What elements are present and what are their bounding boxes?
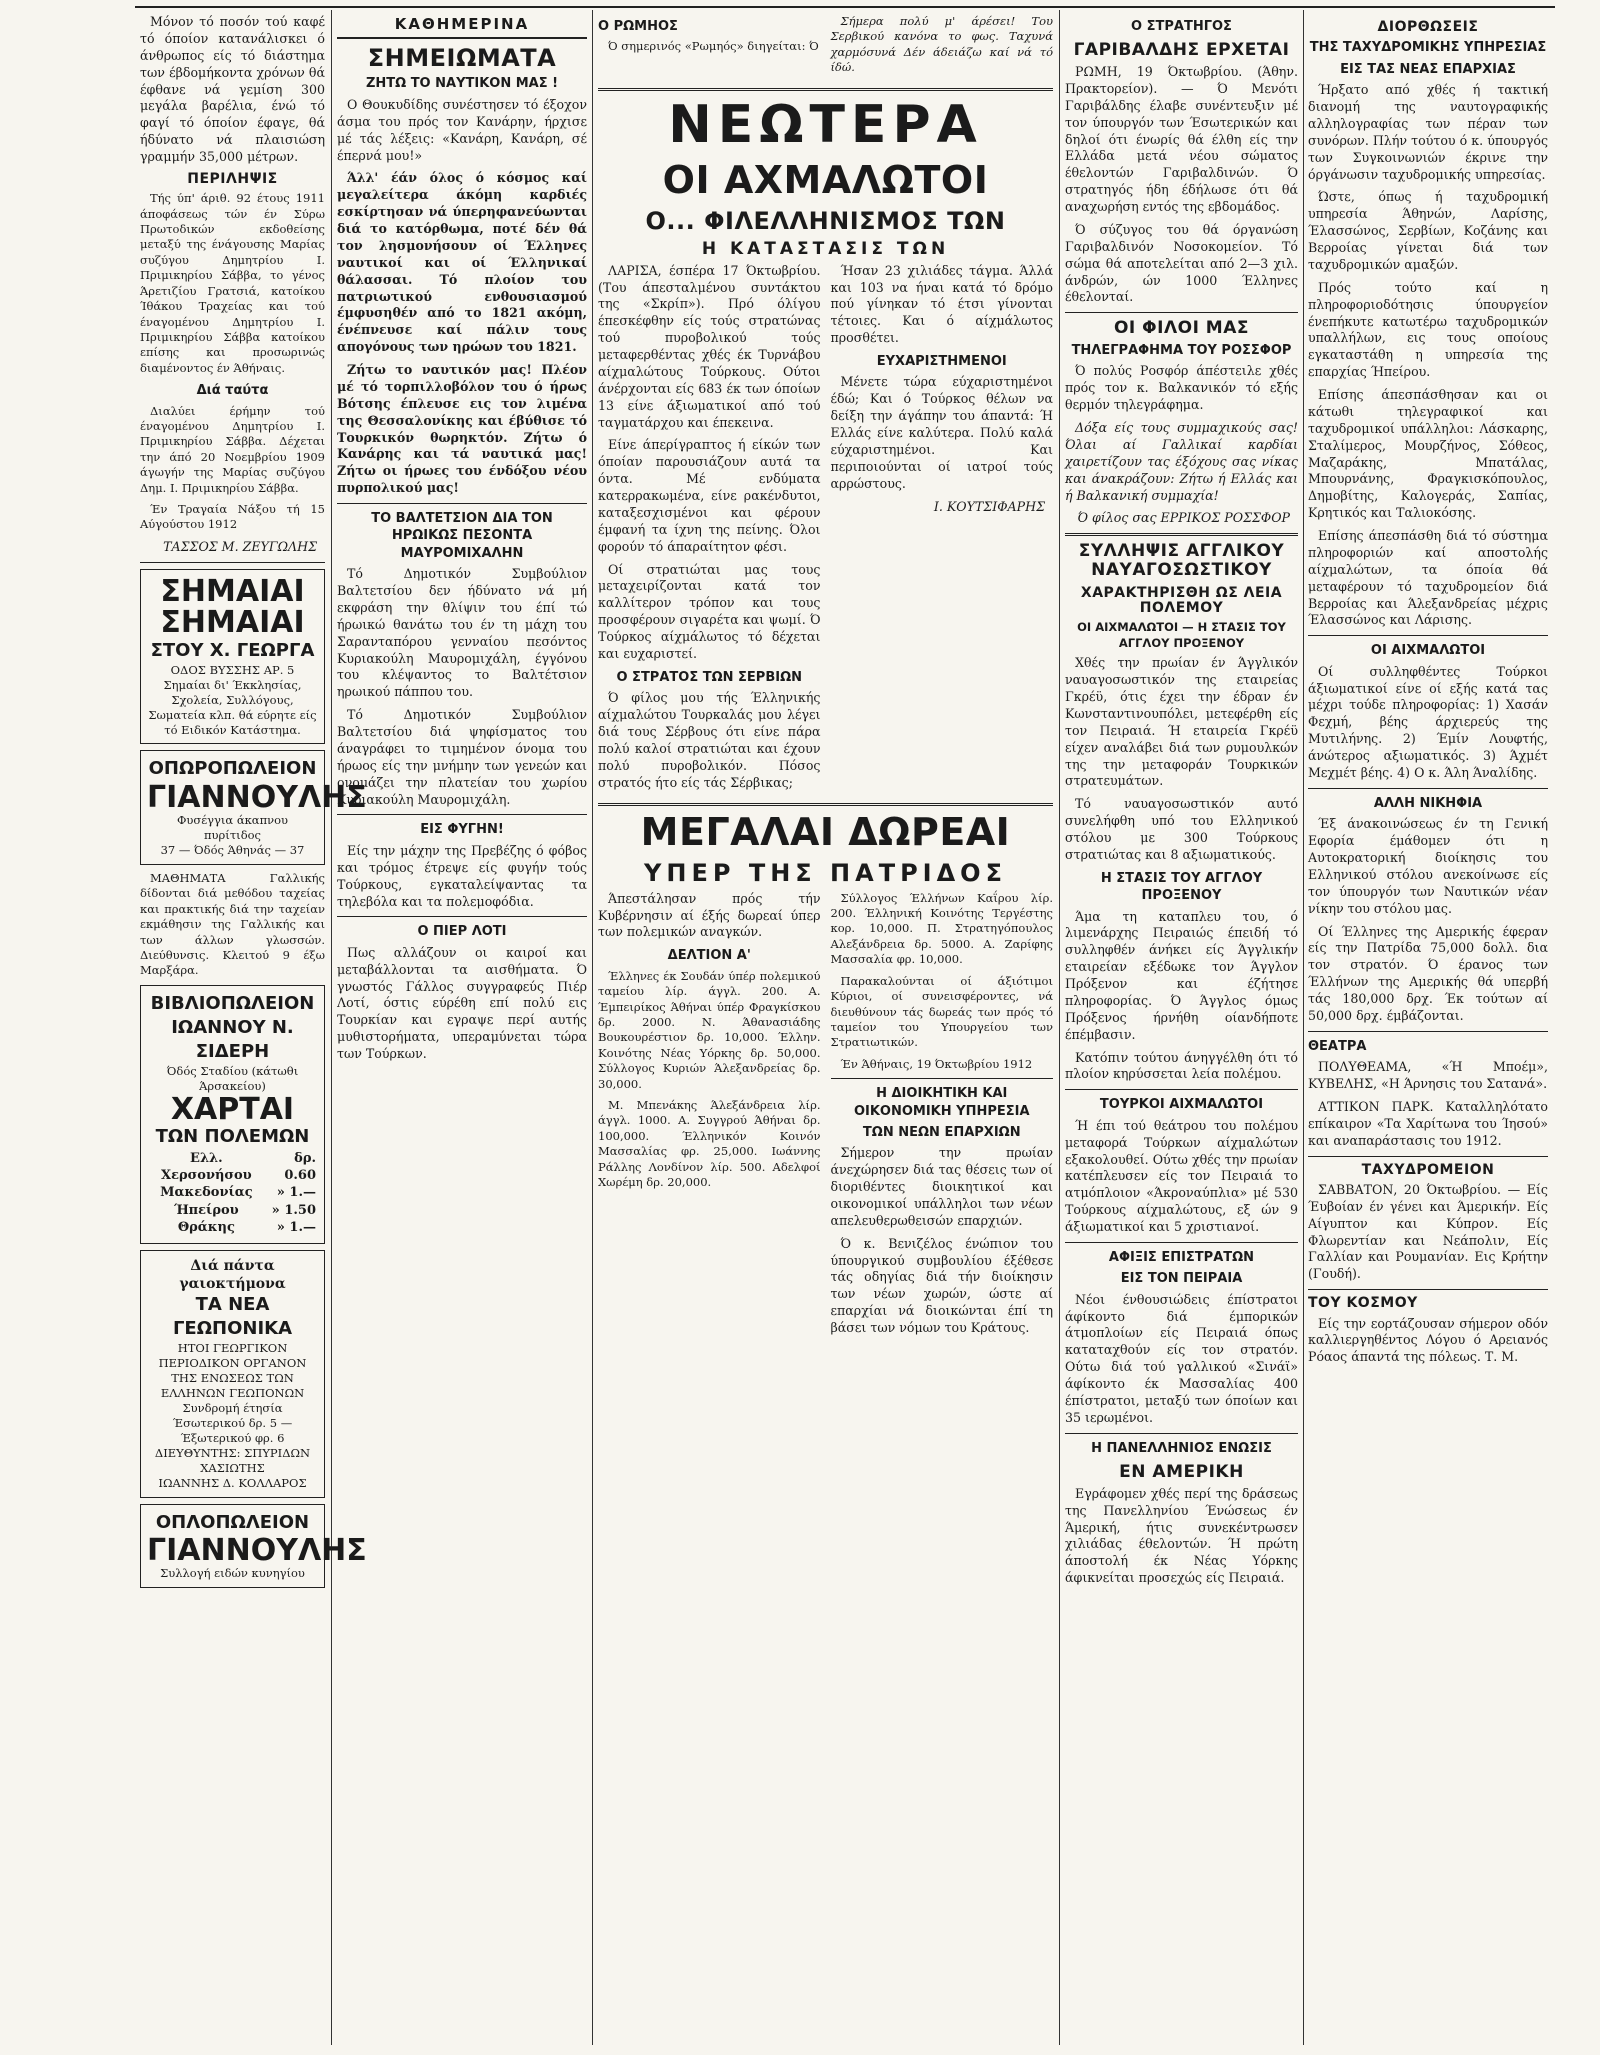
syll-p2: Τό ναυαγοσωστικόν αυτό συνελήφθη υπό του Ελληνικού στόλου με 300 Τούρκους στρατιώτας και 8 αξιωματικούς. — [1065, 796, 1298, 862]
aich-p3: Οί στρατιώται μας τους μεταχειρίζονται κατά τον καλλίτερον τρόπον και τους προσφέρουν σιγαρέτα και ψωμί. Ό Τούρκος αίχμάλωτος τό δέχεται και ευχαριστεί. — [598, 561, 821, 661]
serbon-title: Ο ΣΤΡΑΤΟΣ ΤΩΝ ΣΕΡΒΙΩΝ — [616, 669, 803, 685]
theatra-p1: ΠΟΛΥΘΕΑΜΑ, «Ή Μποέμ», ΚΥΒΕΛΗΣ, «Η Άρνησις του Σατανά». — [1308, 1059, 1548, 1092]
column-5 — [1308, 14, 1548, 2044]
filellinismos-title: Ο... ΦΙΛΕΛΛΗΝΙΣΜΟΣ ΤΩΝ — [645, 206, 1006, 235]
ad-simaiai-line1: ΣΗΜΑΙΑΙ — [160, 573, 305, 609]
ad-geoponika-title: ΤΑ ΝΕΑ ΓΕΩΠΟΝΙΚΑ — [172, 1293, 293, 1340]
katastasis-title: Η ΚΑΤΑΣΤΑΣΙΣ ΤΩΝ — [701, 239, 950, 259]
ad-bibliopoleion — [140, 985, 325, 1244]
rossfor-quote: Δόξα είς τους συμμαχικούς σας! Όλαι αί Γαλλικαί καρδίαι χαιρετίζουν τας έξόχους σας νίκας και άνακράζουν: Ζήτω ή Ελλάς και ή Βαλκανική συμμαχία! — [1065, 420, 1298, 503]
afixis-text: Νέοι ένθουσιώδεις έπίστρατοι άφίκοντο διά έμπορικών άτμοπλοίων είς Πειραιά όπως καταταχθούν είς τον στρατόν. Ούτω διά τού γαλλικού «Σινάϊ» άφίκοντο έκ Μασσαλίας 400 έπίστρατοι, μεταξύ των όποίων και 35 ιερωμένοι. — [1065, 1291, 1298, 1425]
ad-xartai: ΧΑΡΤΑΙ — [170, 1091, 295, 1127]
signer: ΤΑΣΣΟΣ Μ. ΖΕΥΓΩΛΗΣ — [163, 538, 317, 554]
ad-biblio-title: ΒΙΒΛΙΟΠΩΛΕΙΟΝ — [150, 992, 315, 1014]
ad-geoponika-sub: ΗΤΟΙ ΓΕΩΡΓΙΚΟΝ ΠΕΡΙΟΔΙΚΟΝ ΟΡΓΑΝΟΝ ΤΗΣ ΕΝΩΣΕΩΣ ΤΩΝ ΕΛΛΗΝΩΝ ΓΕΩΠΟΝΩΝ — [158, 1341, 307, 1400]
diataxis-text: Διαλύει έρήμην τού έναγομένου Δημητρίου Ι. Πριμικηρίου Σάββα. Δέχεται την άπό 20 Νοεμβρίου 1909 άγωγήν της Μαρίας συζύγου Δημ. Ι. Πριμικηρίου Σάββα. — [140, 403, 325, 495]
ad-geoponika-top: Διά πάντα γαιοκτήμονα — [179, 1257, 286, 1292]
nikh-text: Έξ άνακοινώσεως έν τη Γενική Εφορία έμάθομεν ότι η Αυτοκρατορική διοίκησις του Ελληνικού στόλου ανεκοίνωσε είς τον ύπουργόν των Ναυτικών νέαν νίκην του στόλου μας. — [1308, 816, 1548, 916]
ad-giannoulis: ΓΙΑΝΝΟΥΛΗΣ — [147, 779, 367, 815]
ad-georgas-text: Σημαίαι δι' Έκκλησίας, Σχολεία, Συλλόγους, Σωματεία κλπ. θά εύρητε είς τό Ειδικόν Κατάστημα. — [148, 677, 317, 737]
tourkoi-title: ΤΟΥΡΚΟΙ ΑΙΧΜΑΛΩΤΟΙ — [1099, 1097, 1264, 1113]
peiraia-title: ΕΙΣ ΤΟΝ ΠΕΙΡΑΙΑ — [1120, 1271, 1243, 1287]
tourkoi-text: Ή έπι τού θεάτρου του πολέμου μεταφορά Τούρκων αίχμαλώτων εξακολουθεί. Ούτω χθές την πρωίαν κατέπλευσεν είς τον Πειραιά το ατμόπλοιον «Άκροναύπλια» μέ 530 Τούρκους αίχμαλώτους, εξ ών 9 άξιωματικοί και 5 χριστιανοί. — [1065, 1117, 1298, 1234]
valtetsion-p2: Τό Δημοτικόν Συμβούλιον Βαλτετσίου διά ψηφίσματος του άναγράφει το τιμημένον όνομα του ήρωος είς την μνήμην των γενεών και ονομάζει την πλατείαν του χωρίου Κυριακούλη Μαυρομιχάλη. — [337, 707, 587, 807]
taxy-p4: Επίσης άπεσπάσθησαν και οι κάτωθι τηλεγραφικοί και ταχυδρομικοί υπάλληλοι: Λάσκαρης, Σταλίμερος, Μουρζήνος, Σόθεος, Μαζαράκης, Μπατάλας, Μπουρνάνης, Φραγκισκόπουλος, Δημοβίτης, Καλογεράς, Σαπίας, Κρητικός και Ταλιοκόσης. — [1308, 387, 1548, 521]
taxy-p3: Πρός τούτο καί η πληροφοριοδότησις ύπουργείον ένεπήκυτε κατωτέρω ταχυδρομικών υπαλλήλων, εις τους οποίους εγκαταστάθη η υπηρεσία της επαρχίας Ήπείρου. — [1308, 279, 1548, 380]
top-rule — [135, 6, 1555, 8]
ad-oplopoleion-title: ΟΠΛΟΠΩΛΕΙΟΝ — [155, 1511, 310, 1533]
dorea-p2: Μ. Μπενάκης Άλεξάνδρεια λίρ. άγγλ. 1000. Α. Συγγρού Άθήναι δρ. 100,000. Έλληνικόν Κοινόν Μασσαλίας φρ. 25,000. Ιωάννης Ράλλης Λονδίνον λίρ. 500. Αδελφοί Χωρέμη δρ. 20,000. — [598, 1097, 821, 1189]
lotti-title: Ο ΠΙΕΡ ΛΟΤΙ — [417, 924, 507, 940]
ad-geoponika-director: ΔΙΕΥΘΥΝΤΗΣ: ΣΠΥΡΙΔΩΝ ΧΑΣΙΩΤΗΣ — [154, 1445, 311, 1475]
dorea-date: Έν Άθήναις, 19 Όκτωβρίου 1912 — [840, 1056, 1033, 1071]
aichm-title: ΟΙ ΑΙΧΜΑΛΩΤΟΙ — [1370, 643, 1486, 659]
ad-georgas: ΣΤΟΥ Χ. ΓΕΩΡΓΑ — [150, 639, 315, 661]
rossfor-title: ΤΗΛΕΓΡΑΦΗΜΑ ΤΟΥ ΡΟΣΣΦΟΡ — [1071, 343, 1292, 359]
patridos-title: ΥΠΕΡ ΤΗΣ ΠΑΤΡΙΔΟΣ — [644, 859, 1007, 888]
mathimata-ad: ΜΑΘΗΜΑΤΑ Γαλλικής δίδονται διά μεθόδου ταχείας και πρακτικής διά την ταχείαν εκμάθησιν της Γαλλικής και των άλλων γλωσσών. Διεύθυνσις. Κλειτού 9 έξω Μαρξάρα. — [140, 870, 325, 978]
dioikitiki-title: Η ΔΙΟΙΚΗΤΙΚΗ ΚΑΙ ΟΙΚΟΝΟΜΙΚΗ ΥΠΗΡΕΣΙΑ — [853, 1086, 1030, 1119]
column-1 — [140, 14, 367, 2044]
perilipsis-title: ΠΕΡΙΛΗΨΙΣ — [187, 170, 278, 187]
aichm-text: Οί συλληφθέντες Τούρκοι άξιωματικοί είνε οί εξής κατά τας μέχρι τούδε πληροφορίας: 1) Χασάν Φεχμή, βέης άρχιερεύς της Μυτιλήνης. 2) Έμίν Λουφτής, άνώτερος αξιωματικός. 3) Άχμέτ Μεχμέτ βέης. 4) Ο κ. Άλη Άναλίδης. — [1308, 663, 1548, 780]
ad-sideris: ΙΩΑΝΝΟΥ Ν. ΣΙΔΕΡΗ — [171, 1016, 294, 1062]
taxy-p1: Ήρξατο από χθές ή τακτική διανομή της ναυτογραφικής αλληλογραφίας των πέραν των συνόρων. Πλήν τούτου ό κ. ύπουργός των Συγκοινωνιών έκρινε την όργάνωσιν ταχυδρομικής υπηρεσίας. — [1308, 82, 1548, 182]
efx-text: Μένετε τώρα εύχαριστημένοι έδώ; Και ό Τούρκος θέλων να δείξη την άγάπην του άπαντά: Ή Ελλάς είνε καλύτερα. Πολύ καλά εύχαριστημένοι. Και περιποιούνται οί ιατροί τούς αρρώστους. — [830, 374, 1053, 491]
kosmou-title: ΤΟΥ ΚΟΣΜΟΥ — [1308, 1295, 1418, 1312]
naftikon-p1: Ο Θουκυδίδης συνέστησεν τό έξοχον άσμα του πρός τον Κανάρην, ήρχισε μέ τάς λέξεις: «Κανάρη, Κανάρη, σέ έπερνά μου!» — [337, 96, 587, 163]
masthead-kathimerina: ΚΑΘΗΜΕΡΙΝΑ — [337, 14, 587, 39]
stratigos-title: Ο ΣΤΡΑΤΗΓΟΣ — [1131, 19, 1232, 34]
ad-geoponika-publisher: ΙΩΑΝΝΗΣ Δ. ΚΟΛΛΑΡΟΣ — [158, 1475, 307, 1490]
taxydromeion-title: ΤΑΧΥΔΡΟΜΕΙΟΝ — [1361, 1161, 1495, 1178]
enosis-title: Η ΠΑΝΕΛΛΗΝΙΟΣ ΕΝΩΣΙΣ — [1091, 1440, 1272, 1456]
ad-giannoulis-addr: 37 — Όδός Άθηνάς — 37 — [160, 842, 305, 857]
xaraktirisi-title: ΧΑΡΑΚΤΗΡΙΣΘΗ ΩΣ ΛΕΙΑ ΠΟΛΕΜΟΥ — [1080, 584, 1283, 617]
garib-text: ΡΩΜΗ, 19 Όκτωβρίου. (Άθην. Πρακτορείον). — Ό Μενότι Γαριβάλδης έλαβε συνέντευξιν μέ τον ύπουργόν των Έσωτερικών και δηλοί ότι ένωρίς θά έλθη είς την Ελλάδα μετά νέου σώματος έθελοντών Γαριβαλδινών. Ό στρατηγός ήδη έδήλωσε ότι θά αναχωρήση εντός της εβδομάδος. — [1065, 64, 1298, 215]
ad-georgas-address: ΟΔΟΣ ΒΥΣΣΗΣ ΑΡ. 5 — [170, 662, 295, 677]
date-line: Έν Τραγαία Νάξου τή 15 Αύγούστου 1912 — [140, 501, 325, 532]
column-2 — [337, 14, 587, 2044]
taxy-p2: Ώστε, όπως ή ταχυδρομική υπηρεσία Άθηνών, Λαρίσης, Έλασσώνος, Σερβίων, Κοζάνης και Βερροίας γίνεται διά των ταχυδρομικών αμαξών. — [1308, 189, 1548, 272]
neotera-title: ΝΕΩΤΕΡΑ — [668, 94, 983, 155]
serbon-text: Ό φίλος μου τής Έλληνικής αίχμαλώτου Τουρκαλάς μου λέγει διά τους Σέρβους ότι είνε πάρα πολύ καλοί στρατιώται και έχουν πολύ πυροβολικόν. Πόσος στρατός ήτο είς τάς Σέρβικας; — [598, 690, 821, 790]
romios-title: Ο ΡΩΜΗΟΣ — [598, 19, 678, 34]
dorea-p1: Έλληνες έκ Σουδάν ύπέρ πολεμικού ταμείου λίρ. άγγλ. 200. Α. Έμπειρίκος Άθήναι ύπέρ Φραγκίσκου δρ. 2000. Ν. Άθανασιάδης Βουκουρέστιον δρ. 10,000. Έλλην. Κοινότης Νέας Υόρκης δρ. 50,000. Σύλλογος Κυριών Άλεξανδρείας δρ. 30,000. — [598, 968, 821, 1091]
perilipsis-text: Τής ύπ' άριθ. 92 έτους 1911 άποφάσεως τών έν Σύρω Πρωτοδικών εκδοθείσης μεταξύ της ένάγουσης Μαρίας συζύγου Δημητρίου Ι. Πριμικηρίου Σάββα, το γένος Άρετιζίου Γρατσιά, κατοίκου Ίθάκου Τραχείας και τού έναγομένου Δημητρίου Ι. Πριμικηρίου Σάββα κατοίκου επίσης και προσωρινώς διαμένοντος έν Άθήναις. — [140, 191, 325, 375]
nikh-title: ΑΛΛΗ ΝΙΚΗΦΙΑ — [1373, 795, 1483, 811]
ad-giannoulis-2-sub: Συλλογή ειδών κυνηγίου — [160, 1566, 305, 1581]
ad-geoponika-price: Συνδρομή έτησία Έσωτερικού δρ. 5 — Έξωτερικού φρ. 6 — [172, 1400, 293, 1445]
ad-opopoleion-title: ΟΠΩΡΟΠΩΛΕΙΟΝ — [148, 758, 317, 780]
taxydromeion-text: ΣΑΒΒΑΤΟΝ, 20 Όκτωβρίου. — Είς Έυβοίαν έν γένει και Άμερικήν. Είς Αίγυπτον και Κύπρον. Είς Φλωρεντίαν και Νεάπολιν, Είς Γαλλίαν και Ρουμανίαν. Εις Κρήτην (Γουδή). — [1308, 1181, 1548, 1282]
theatra-title: ΘΕΑΤΡΑ — [1308, 1038, 1367, 1054]
dorea-p4: Παρακαλούνται οί άξιότιμοι Κύριοι, οί συνεισφέροντες, νά διευθύνουν τάς δωρεάς των πρός τό ταμείον του Υπουργείου των Στρατιωτικών. — [830, 973, 1053, 1050]
romios-sub: Ό σημερινός «Ρωμηός» διηγείται: Ό — [608, 39, 819, 54]
syll-stasis-title: Η ΣΤΑΣΙΣ ΤΟΥ ΑΓΓΛΟΥ ΠΡΟΞΕΝΟΥ — [1100, 870, 1263, 904]
dioik-p1: Σήμερον την πρωίαν άνεχώρησεν διά τας θέσεις των οί διοριθέντες διοικητικοί και οικονομικοί υπάλληλοι των νέων απελευθερωθεισών επαρχιών. — [830, 1145, 1053, 1228]
garib-text-2: Ό σύζυγος του θά όργανώση Γαριβαλδινόν Νοσοκομείον. Τό σώμα θά αποτελείται από 2—3 χιλ. άνδρών, ών 1000 Έλληνες έθελονταί. — [1065, 221, 1298, 305]
syll-p3: Άμα τη καταπλευ του, ό λιμενάρχης Πειραιώς έπειδή τό συλληφθέν άνήκει είς Άγγλικήν εταιρείαν εξέδωκε τον Άγγλον Πρόξενον και έζήτησε πληροφορίας. Ό Άγγλος όμως Πρόξενος ήρνήθη οίανδήποτε έπέμβασιν. — [1065, 908, 1298, 1042]
ad-opopoleion — [140, 750, 367, 864]
taxy-p5: Επίσης άπεσπάσθη διά τό σύστημα πληροφοριών καί αποστολής αίχμαλώτων, τα όποία θά μεταφέρουν τό ταχυδρομείον διά Βερροίας και Άλεξανδρείας μέχρις Έλασσώνος και Λάρισης. — [1308, 528, 1548, 628]
eparxias-title: ΕΙΣ ΤΑΣ ΝΕΑΣ ΕΠΑΡΧΙΑΣ — [1340, 61, 1516, 77]
dorea-p3: Σύλλογος Έλλήνων Καΐρου λίρ. 200. Έλληνική Κοινότης Τεργέστης κορ. 10,000. Π. Στρατηγόπουλος Αλεξάνδρεια δρ. 5000. Α. Ζαρίφης Μασσαλία φρ. 10,000. — [830, 890, 1053, 967]
naftikon-p2: Άλλ' έάν όλος ό κόσμος καί μεγαλείτερα άκόμη καρδιές εσκίρτησαν νά ύπερηφανεύωνται διά το κατόρθωμα, ποτέ δέν θά τον λησμονήσουν οί Έλληνες ναυτικοί και οί Έλληνικαί θάλασσαι. Τό πλοίον του πατριωτικού ενθουσιασμού έμφυσηθέν από το 1821 ακόμη, ένέπνευσε καί πάλιν τους απογόνους των ηρώων του 1821. — [337, 170, 587, 355]
column-3 — [598, 14, 1053, 2044]
proxenou-title: ΟΙ ΑΙΧΜΑΛΩΤΟΙ — Η ΣΤΑΣΙΣ ΤΟΥ ΑΓΓΛΟΥ ΠΡΟΞΕΝΟΥ — [1077, 620, 1286, 650]
filoi-title: ΟΙ ΦΙΛΟΙ ΜΑΣ — [1113, 318, 1249, 339]
maps-price-table — [147, 1150, 318, 1237]
kosmou-text: Είς την εορτάζουσαν σήμερον οδόν καλλιεργηθέντος Λόγου ό Αρειανός Ρόαος άπαντά της πόλεως. Τ. Μ. — [1308, 1315, 1548, 1365]
ameriki-title: ΕΝ ΑΜΕΡΙΚΗ — [1119, 1462, 1244, 1483]
taxydromikis-title: ΤΗΣ ΤΑΧΥΔΡΟΜΙΚΗΣ ΥΠΗΡΕΣΙΑΣ — [1309, 40, 1547, 56]
table-row: Ήπείρου » 1.50 — [174, 1202, 316, 1218]
valtetsion-p1: Τό Δημοτικόν Συμβούλιον Βαλτετσίου δεν ήδύνατο νά μή εκφράση την θλίψιν του έπί τώ ήρωικώ θανάτω του έν τη μάχη του Σαρανταπόρου γενναίου πεσόντος Κυριακούλη Μαυρομιχάλη, έγγόνου του κλέψαντος το Βαλτέτσιον ηρωικού πάππου του. — [337, 566, 587, 700]
dorea-title: ΜΕΓΑΛΑΙ ΔΩΡΕΑΙ — [640, 810, 1011, 855]
afixis-title: ΑΦΙΞΙΣ ΕΠΙΣΤΡΑΤΩΝ — [1108, 1249, 1255, 1265]
dioik-p2: Ό κ. Βενιζέλος ένώπιον του ύπουργικού συμβουλίου έξέθεσε τάς οδηγίας διά τήν διοίκησιν των νέων χωρών, ώστε αί επαρχίαι νά διοικώνται έπί τη βάσει των νόμων του Κράτους. — [830, 1235, 1053, 1336]
diorthoseis-title: ΔΙΟΡΘΩΣΕΙΣ — [1377, 19, 1479, 35]
ad-simaiai — [140, 569, 325, 745]
efxaristimenoi-title: ΕΥΧΑΡΙΣΤΗΜΕΝΟΙ — [876, 354, 1007, 370]
diataxis-heading: Διά ταύτα — [196, 383, 269, 399]
aich-p2: Είνε άπερίγραπτος ή είκών των όποίαν παρουσιάζουν αυτά τα όντα. Μέ ενδύματα κατερρακωμένα, είνε ρακένδυτοι, καταξεσχισμένοι και φέρουν έμφανή τα ίχνη της πείνης. Όλοι φορούν τό άπαραίτητον φέσι. — [598, 437, 821, 554]
syll-p1: Χθές την πρωίαν έν Άγγλικόν ναυαγοσωστικόν της εταιρείας Γκρέϋ, ότις έχει την έδραν έν Κωνσταντινουπόλει, μετεφέρθη είς τον Πειραιά. Ή εταιρεία Γκρέϋ είχεν αναλάβει διά των ρυμουλκών της την μεταφοράν Τουρκικών στρατευμάτων. — [1065, 655, 1298, 789]
table-row: Μακεδονίας » 1.— — [160, 1185, 316, 1201]
column-4 — [1065, 14, 1298, 2044]
ad-polemou: ΤΩΝ ΠΟΛΕΜΩΝ — [155, 1126, 310, 1148]
aich-p4: Ήσαν 23 χιλιάδες τάγμα. Άλλά και 103 να ήναι κατά τό δρόμο πού γίνηκαν τό έτσι γίνονται τέτοιες. Και ό αίχμάλωτος προσθέτει. — [830, 262, 1053, 346]
ad-geoponika — [140, 1250, 325, 1498]
garibaldis-title: ΓΑΡΙΒΑΛΔΗΣ ΕΡΧΕΤΑΙ — [1073, 40, 1290, 61]
column-rule — [1303, 10, 1304, 2045]
column-rule — [331, 10, 332, 2045]
dorea-intro: Άπεστάλησαν πρός τήν Κυβέρνησιν αί έξής δωρεαί ύπερ των πολεμικών αναγκών. — [598, 890, 821, 940]
ad-giannoulis-sub: Φυσέγγια άκαπνου πυρίτιδος — [176, 813, 289, 843]
ad-sideris-addr: Όδός Σταδίου (κάτωθι Άρσακείου) — [166, 1064, 299, 1093]
deltion-title: ΔΕΛΤΙΟΝ Α' — [667, 948, 751, 964]
ad-oplopoleion — [140, 1504, 367, 1589]
lotti-text: Πως αλλάζουν οι καιροί και μεταβάλλονται τα αισθήματα. Ό γνωστός Γάλλος συγγραφεύς Πιέρ Λοτί, όστις εύρέθη επί πολύ εις Τουρκίαν και εγραψε περί αυτής μυθιστορήματα, υπεραμύνεται τώρα των Τούρκων. — [337, 944, 587, 1062]
table-row: Ελλ. Χερσονήσου δρ. 0.60 — [161, 1150, 316, 1183]
fygin-text: Είς την μάχην της Πρεβέζης ό φόβος και τρόμος έτρεψε είς φυγήν τούς Τούρκους, εγκαταλείψαντας τα τηλεβόλα και τα πολεμοφόδια. — [337, 842, 587, 909]
enosis-text: Εγράφομεν χθές περί της δράσεως της Πανελληνίου Ένώσεως έν Άμερική, ήτις συνεκέντρωσεν χιλιάδας έθελοντών. Ή πρώτη άποστολή έκ Νέας Υόρκης άφικνείται προσεχώς είς Πειραιά. — [1065, 1485, 1298, 1586]
ad-giannoulis-2: ΓΙΑΝΝΟΥΛΗΣ — [147, 1532, 367, 1568]
table-row: Θράκης » 1.— — [177, 1220, 316, 1236]
ad-simaiai-line2: ΣΗΜΑΙΑΙ — [160, 605, 305, 641]
author: Ι. ΚΟΥΤΣΙΦΑΡΗΣ — [933, 498, 1045, 514]
valtetsion-title: ΤΟ ΒΑΛΤΕΤΣΙΟΝ ΔΙΑ ΤΟΝ ΗΡΩΙΚΩΣ ΠΕΣΟΝΤΑ ΜΑΥΡΟΜΙΧΑΛΗΝ — [371, 511, 553, 561]
intro-text: Μόνον τό ποσόν τού καφέ τό όποίον κατανάλισκει ό άνθρωπος είς τό διάστημα των έβδομήκοντα χρόνων θά έφθανε νά γεμίση 300 μεγάλα βαρέλια, ένώ τό φαγί τό όποίον έφαγε, θά ήδύνατο νά πλαισιώση γραμμήν 35,000 μέτρων. — [140, 14, 325, 164]
simeiomata-title: ΣΗΜΕΙΩΜΑΤΑ — [367, 44, 557, 73]
nikh-text-2: Οί Έλληνες της Αμερικής έφεραν είς την Πατρίδα 75,000 δολλ. δια τον στρατόν. Ό έρανος των Έλλήνων της Αμερικής θά υπερβή τάς 180,000 δρχ. Έκ τούτων αί 50,000 δρχ. έμβάζονται. — [1308, 923, 1548, 1023]
rossfor-text: Ό πολύς Ροσφόρ άπέστειλε χθές πρός τον κ. Βαλκανικόν τό εξής θερμόν τηλεγράφημα. — [1065, 363, 1298, 413]
theatra-p2: ΑΤΤΙΚΟΝ ΠΑΡΚ. Καταλληλότατο επίκαιρον «Τα Χαρίτωνα του Ίησού» και αναπαράστασις του 1912. — [1308, 1098, 1548, 1148]
fygin-title: ΕΙΣ ΦΥΓΗΝ! — [420, 822, 504, 838]
rossfor-sign: Ό φίλος σας ΕΡΡΙΚΟΣ ΡΟΣΣΦΟΡ — [1077, 510, 1290, 526]
column-rule — [1059, 10, 1060, 2045]
eparxion-title: ΤΩΝ ΝΕΩΝ ΕΠΑΡΧΙΩΝ — [862, 1124, 1021, 1140]
top-fragment: Σήμερα πολύ μ' άρέσει! Του Σερβικού κανόνα το φως. Ταχυνά χαρμόσυνά Δέν άδειάζω καί νά τό ίδώ. — [830, 14, 1053, 75]
naftikon-p3: Ζήτω το ναυτικόν μας! Πλέον μέ τό τορπιλλοβόλον του ό ήρως Βότσης έπλευσε εις τον λιμένα της Θεσσαλονίκης και έβύθισε τό Τουρκικόν θωρηκτόν. Ζήτω ό Κανάρης και τά ναυτικά μας! Ζήτω οι ήρωες του ένδόξου νέου πυρπολικού μας! — [337, 362, 587, 496]
syll-p4: Κατόπιν τούτου άνηγγέλθη ότι τό πλοίον κηρύσσεται λεία πολέμου. — [1065, 1049, 1298, 1082]
naftikon-title: ΖΗΤΩ ΤΟ ΝΑΥΤΙΚΟΝ ΜΑΣ ! — [365, 76, 559, 92]
syllipsis-title: ΣΥΛΛΗΨΙΣ ΑΓΓΛΙΚΟΥ ΝΑΥΑΓΟΣΩΣΤΙΚΟΥ — [1078, 541, 1285, 580]
column-rule — [592, 10, 593, 2045]
aich-p1: ΛΑΡΙΣΑ, έσπέρα 17 Όκτωβρίου. (Του άπεσταλμένου συντάκτου της «Σκρίπ»). Πρό όλίγου έπεσκέφθην είς τούς στρατώνας τού πυροβολικού τούς μεταφερθέντας χθές έκ Τυρνάβου αίχμαλώτους Τούρκους. Ούτοι άνέρχονται είς 683 έκ των όποίων 13 είνε άξιωματικοί από τού ταγματάρχου και έπεκεινα. — [598, 262, 821, 430]
aichmalotoi-title: ΟΙ ΑΧΜΑΛΩΤΟΙ — [662, 157, 989, 202]
